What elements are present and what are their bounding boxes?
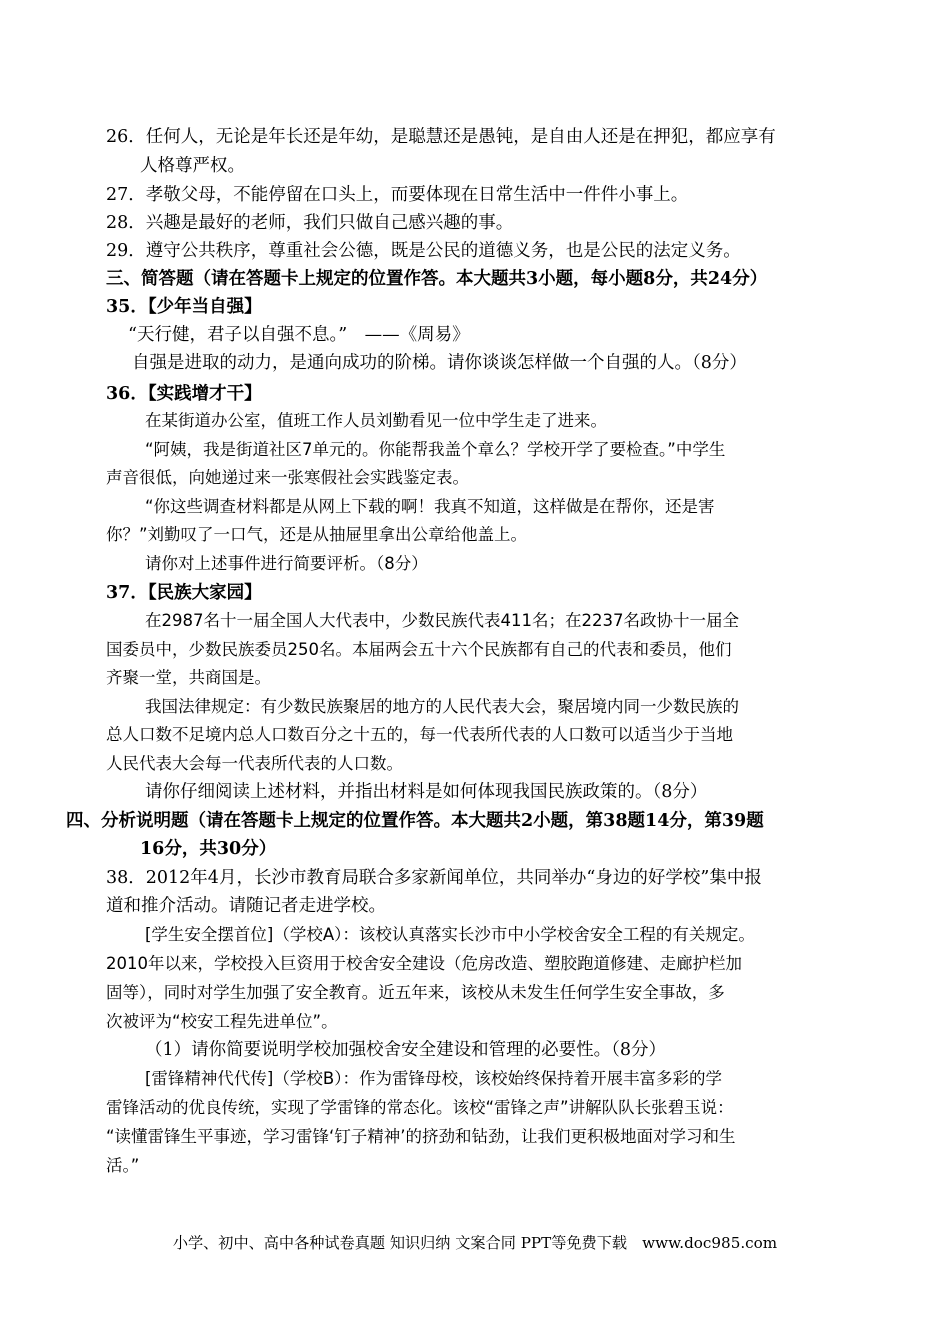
q36-line-4: “你这些调查材料都是从网上下载的啊！我真不知道，这样做是在帮你，还是害	[145, 497, 715, 516]
statement-29: 29．遵守公共秩序，尊重社会公德，既是公民的道德义务，也是公民的法定义务。	[106, 241, 741, 261]
q38-school-a-line4: 次被评为“校安工程先进单位”。	[106, 1012, 338, 1031]
statement-26-line2: 人格尊严权。	[140, 156, 245, 176]
statement-26-line1: 26．任何人，无论是年长还是年幼，是聪慧还是愚钝，是自由人还是在押犯，都应享有	[106, 127, 776, 147]
q35-title: 35．【少年当自强】	[106, 297, 262, 317]
footer-download-note: 小学、初中、高中各种试卷真题 知识归纳 文案合同 PPT等免费下载 www.doc985.com	[172, 1234, 778, 1252]
q38-school-b-line1: [雷锋精神代代传]（学校B）：作为雷锋母校，该校始终保持着开展丰富多彩的学	[145, 1069, 722, 1088]
q37-line-1: 在2987名十一届全国人大代表中，少数民族代表411名；在2237名政协十一届全	[145, 611, 739, 630]
q38-school-a-line1: [学生安全摆首位]（学校A）：该校认真落实长沙市中小学校舍安全工程的有关规定。	[145, 925, 755, 944]
q38-subquestion-1: （1）请你简要说明学校加强校舍安全建设和管理的必要性。（8分）	[145, 1040, 667, 1060]
q36-line-3: 声音很低，向她递过来一张寒假社会实践鉴定表。	[106, 468, 469, 487]
statement-27: 27．孝敬父母，不能停留在口头上，而要体现在日常生活中一件件小事上。	[106, 185, 689, 205]
q38-intro-line2: 道和推介活动。请随记者走进学校。	[106, 896, 386, 916]
section-4-heading-line2: 16分，共30分）	[140, 839, 277, 859]
q36-line-2: “阿姨，我是街道社区7单元的。你能帮我盖个章么？学校开学了要检查。”中学生	[145, 440, 726, 459]
q38-school-b-line4: 活。”	[106, 1156, 140, 1175]
q36-line-1: 在某街道办公室，值班工作人员刘勤看见一位中学生走了进来。	[145, 411, 607, 430]
q37-title: 37．【民族大家园】	[106, 583, 262, 603]
q36-line-6: 请你对上述事件进行简要评析。（8分）	[145, 554, 428, 573]
q38-school-b-line3: “读懂雷锋生平事迹，学习雷锋‘钉子精神’的挤劲和钻劲，让我们更积极地面对学习和生	[106, 1127, 736, 1146]
q37-line-2: 国委员中，少数民族委员250名。本届两会五十六个民族都有自己的代表和委员，他们	[106, 640, 732, 659]
q37-line-5: 总人口数不足境内总人口数百分之十五的，每一代表所代表的人口数可以适当少于当地	[106, 725, 733, 744]
q38-school-a-line3: 固等），同时对学生加强了安全教育。近五年来，该校从未发生任何学生安全事故，多	[106, 983, 725, 1002]
q37-line-4: 我国法律规定：有少数民族聚居的地方的人民代表大会，聚居境内同一少数民族的	[145, 697, 739, 716]
q36-line-5: 你？”刘勤叹了一口气，还是从抽屉里拿出公章给他盖上。	[106, 525, 528, 544]
statement-28: 28．兴趣是最好的老师，我们只做自己感兴趣的事。	[106, 213, 514, 233]
q37-prompt: 请你仔细阅读上述材料，并指出材料是如何体现我国民族政策的。（8分）	[145, 782, 708, 802]
section-4-heading-line1: 四、分析说明题（请在答题卡上规定的位置作答。本大题共2小题，第38题14分，第39题	[66, 811, 764, 831]
section-3-heading: 三、简答题（请在答题卡上规定的位置作答。本大题共3小题，每小题8分，共24分）	[106, 269, 768, 289]
q38-school-b-line2: 雷锋活动的优良传统，实现了学雷锋的常态化。该校“雷锋之声”讲解队队长张碧玉说：	[106, 1098, 734, 1117]
q36-title: 36．【实践增才干】	[106, 384, 262, 404]
q35-quote: “天行健，君子以自强不息。” ——《周易》	[128, 325, 470, 345]
q38-school-a-line2: 2010年以来，学校投入巨资用于校舍安全建设（危房改造、塑胶跑道修建、走廊护栏加	[106, 954, 742, 973]
q37-line-3: 齐聚一堂，共商国是。	[106, 668, 271, 687]
q38-intro-line1: 38．2012年4月，长沙市教育局联合多家新闻单位，共同举办“身边的好学校”集中报	[106, 868, 762, 888]
q35-prompt: 自强是进取的动力，是通向成功的阶梯。请你谈谈怎样做一个自强的人。（8分）	[132, 353, 747, 373]
q37-line-6: 人民代表大会每一代表所代表的人口数。	[106, 754, 403, 773]
